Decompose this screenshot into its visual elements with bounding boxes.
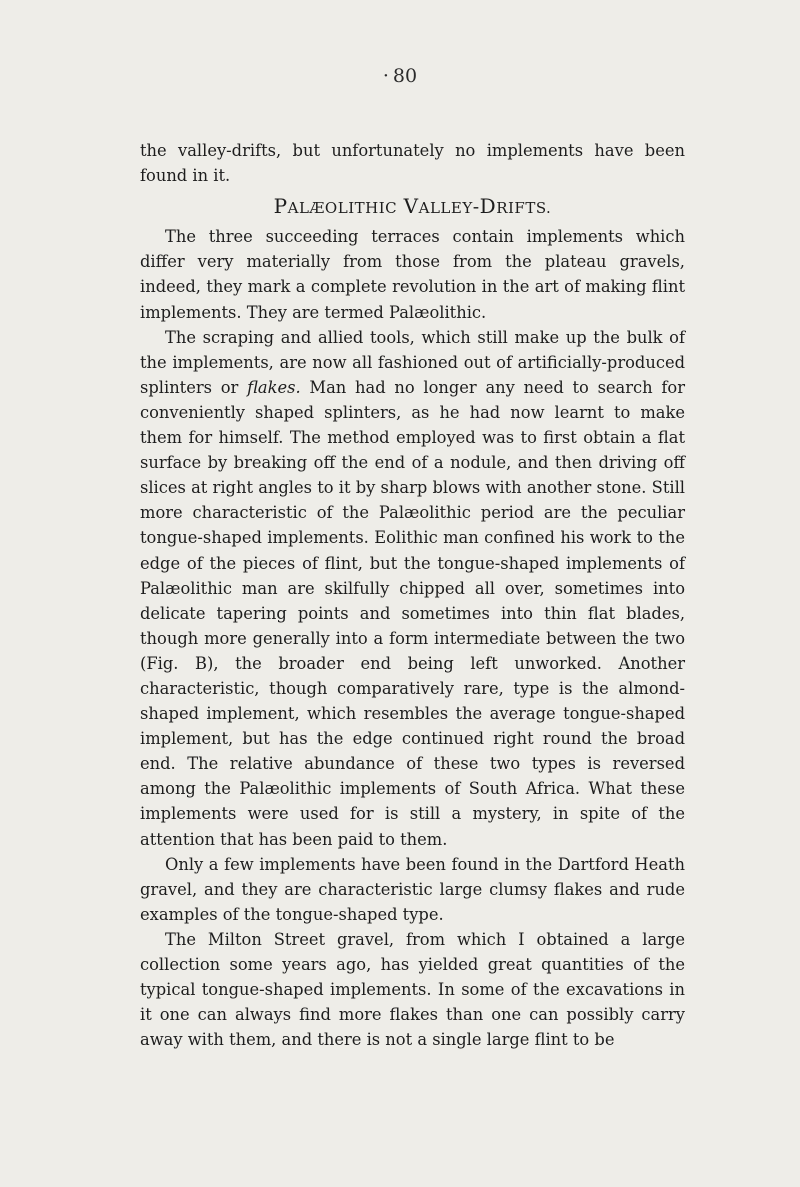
page-number-mark: · [382, 65, 389, 87]
paragraph-2-italic: flakes. [247, 377, 301, 397]
paragraph-2 [140, 325, 685, 852]
heading-rest-3: RIFTS. [496, 199, 552, 218]
page-number [0, 65, 800, 87]
paragraph-1: The three succeeding terraces contain implements which differ very materially from those from the plateau gravels, indeed, they mark a complete revolution in the art of making flint implements. They are termed Palæolithic. [140, 227, 685, 322]
section-heading [140, 194, 685, 221]
heading-rest-2: ALLEY [418, 199, 473, 218]
heading-rest-1: ALÆOLITHIC [287, 199, 398, 218]
page-number-value: 80 [392, 65, 418, 87]
intro-paragraph: the valley-drifts, but unfortunately no implements have been found in it. [140, 141, 685, 186]
body-text [140, 138, 685, 1052]
paragraph-2-part-2: Man had no longer any need to search for conveniently shaped splinters, as he had now learnt to make them for himself. The method employed was to first obtain a flat surface by breaking off the end of a nodule, and then driving off slices at right angles to it by sharp blows with another stone. Still more characteristic of the Palæolithic period are the peculiar tongue-shaped implements. Eolithic man confined his work to the edge of the pieces of flint, but the tongue-shaped implements of Palæolithic man are skilfully chipped all over, sometimes into delicate tapering points and sometimes into thin flat blades, though more generally into a form intermediate between the two (Fig. B), the broader end being left unworked. Another characteristic, though comparatively rare, type is the almond-shaped implement, which resembles the average tongue-shaped implement, but has the edge continued right round the broad end. The relative abundance of these two types is reversed among the Palæolithic implements of South Africa. What these implements were used for is still a mystery, in spite of the attention that has been paid to them. [140, 377, 685, 849]
heading-initial-3: D [479, 194, 497, 219]
heading-initial-2: V [403, 194, 419, 219]
heading-initial-1: P [273, 194, 288, 219]
paragraph-4: The Milton Street gravel, from which I obtained a large collection some years ago, has yielded great quantities of the typical tongue-shaped implements. In some of the excavations in it one can always find more flakes than one can possibly carry away with them, and there is not a single large flint to be [140, 929, 685, 1050]
paragraph-2-part-1: The scraping and allied tools, which still make up the bulk of the implements, are now all fashioned out of artificially-produced splinters or [140, 327, 685, 397]
paragraph-3: Only a few implements have been found in the Dartford Heath gravel, and they are characteristic large clumsy flakes and rude examples of the tongue-shaped type. [140, 854, 685, 924]
heading-dash: - [472, 196, 480, 219]
